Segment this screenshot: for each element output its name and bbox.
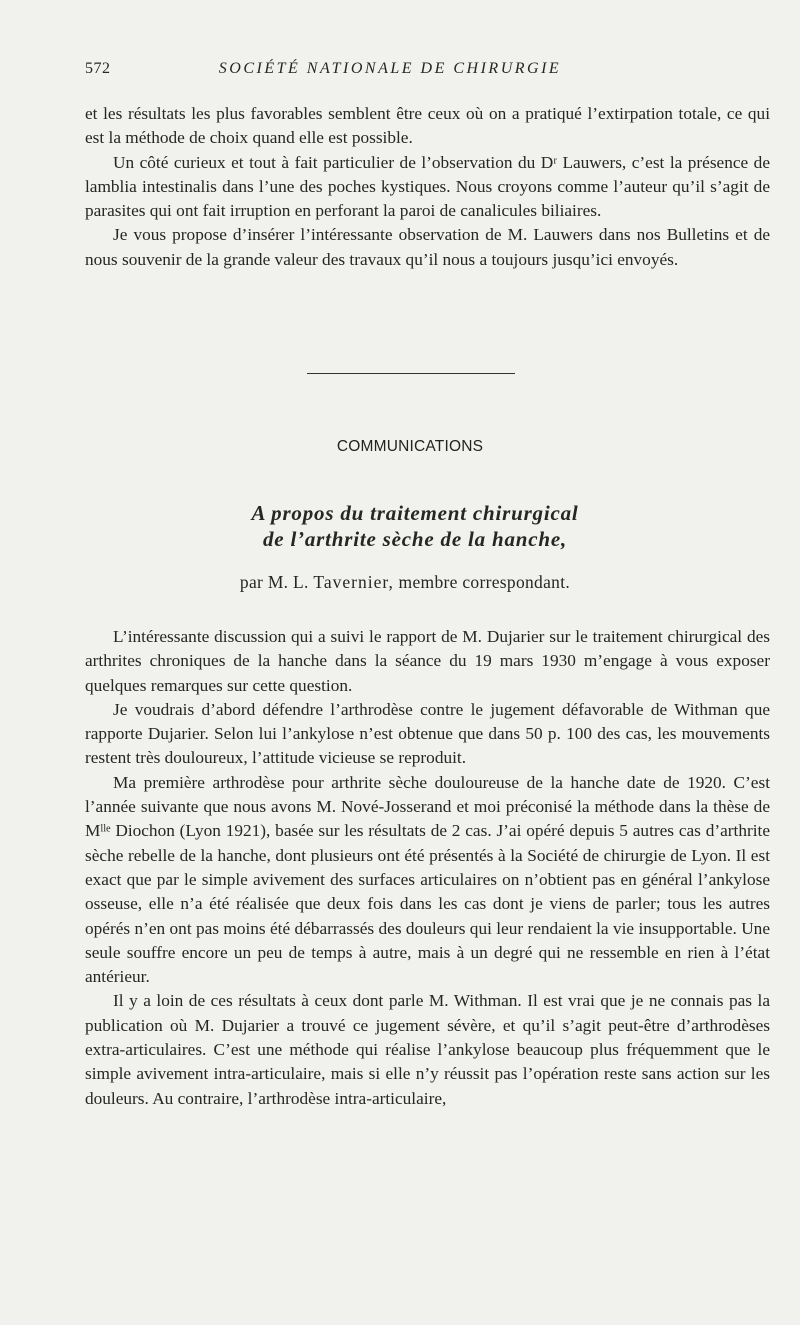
body-paragraph: Un côté curieux et tout à fait particulier de l’observation du Dʳ Lauwers, c’est la présence de lamblia intestinalis dans l’une des poches kystiques. Nous croyons comme l’auteur qu’il s’agit de parasites qui ont fait irruption en perforant la paroi de canalicules biliaires.: [85, 152, 770, 221]
journal-title: SOCIÉTÉ NATIONALE DE CHIRURGIE: [218, 60, 562, 77]
section-divider: [307, 373, 515, 374]
page-number: 572: [85, 60, 111, 77]
section-heading: COMMUNICATIONS: [336, 438, 484, 455]
body-paragraph: L’intéressante discussion qui a suivi le rapport de M. Dujarier sur le traitement chirurgical des arthrites chroniques de la hanche dans la séance du 19 mars 1930 m’engage à vous exposer quelques remarques sur cette question.: [85, 627, 770, 695]
byline-author: Tavernier,: [313, 572, 394, 592]
article-byline: [0, 572, 800, 593]
article-title-line: de l’arthrite sèche de la hanche,: [262, 527, 568, 551]
byline-prefix: par M. L.: [239, 572, 309, 592]
article-title-line: A propos du traitement chirurgical: [251, 501, 579, 525]
running-header: [85, 60, 755, 82]
body-paragraph: Il y a loin de ces résultats à ceux dont parle M. Withman. Il est vrai que je ne connais pas la publication où M. Dujarier a trouvé ce jugement sévère, et qu’il s’agit peut-être d’arthrodèses extra-articulaires. C’est une méthode qui réalise l’ankylose beaucoup plus fréquemment que le simple avivement intra-articulaire, mais si elle n’y réussit pas l’opération reste sans action sur les douleurs. Au contraire, l’arthrodèse intra-articulaire,: [85, 991, 770, 1108]
previous-article-conclusion: [85, 102, 770, 272]
byline-suffix: membre correspondant.: [398, 572, 571, 592]
article-body: [85, 625, 770, 1111]
body-paragraph: Je voudrais d’abord défendre l’arthrodèse contre le jugement défavorable de Withman que rapporte Dujarier. Selon lui l’ankylose n’est obtenue que dans 50 p. 100 des cas, les mouvements restent très douloureux, l’attitude vicieuse se reproduit.: [85, 699, 770, 768]
article-title: [0, 500, 800, 552]
body-paragraph: Ma première arthrodèse pour arthrite sèche douloureuse de la hanche date de 1920. C’est l’année suivante que nous avons M. Nové-Josserand et moi préconisé la méthode dans la thèse de Mˡˡᵉ Diochon (Lyon 1921), basée sur les résultats de 2 cas. J’ai opéré depuis 5 autres cas d’arthrite sèche rebelle de la hanche, dont plusieurs ont été présentés à la Société de chirurgie de Lyon. Il est exact que par le simple avivement des surfaces articulaires on n’obtient pas en général l’ankylose osseuse, elle n’a été réalisée que deux fois dans les cas dont je viens de parler; tous les autres opérés n’en ont pas moins été débarrassés des douleurs qui leur rendaient la vie insupportable. Une seule souffre encore un peu de temps à autre, mais à un degré qui ne ressemble en rien à l’état antérieur.: [85, 772, 770, 987]
body-paragraph: et les résultats les plus favorables semblent être ceux où on a pratiqué l’extirpation totale, ce qui est la méthode de choix quand elle est possible.: [85, 104, 770, 148]
body-paragraph: Je vous propose d’insérer l’intéressante observation de M. Lauwers dans nos Bulletins et de nous souvenir de la grande valeur des travaux qu’il nous a toujours jusqu’ici envoyés.: [85, 225, 770, 269]
